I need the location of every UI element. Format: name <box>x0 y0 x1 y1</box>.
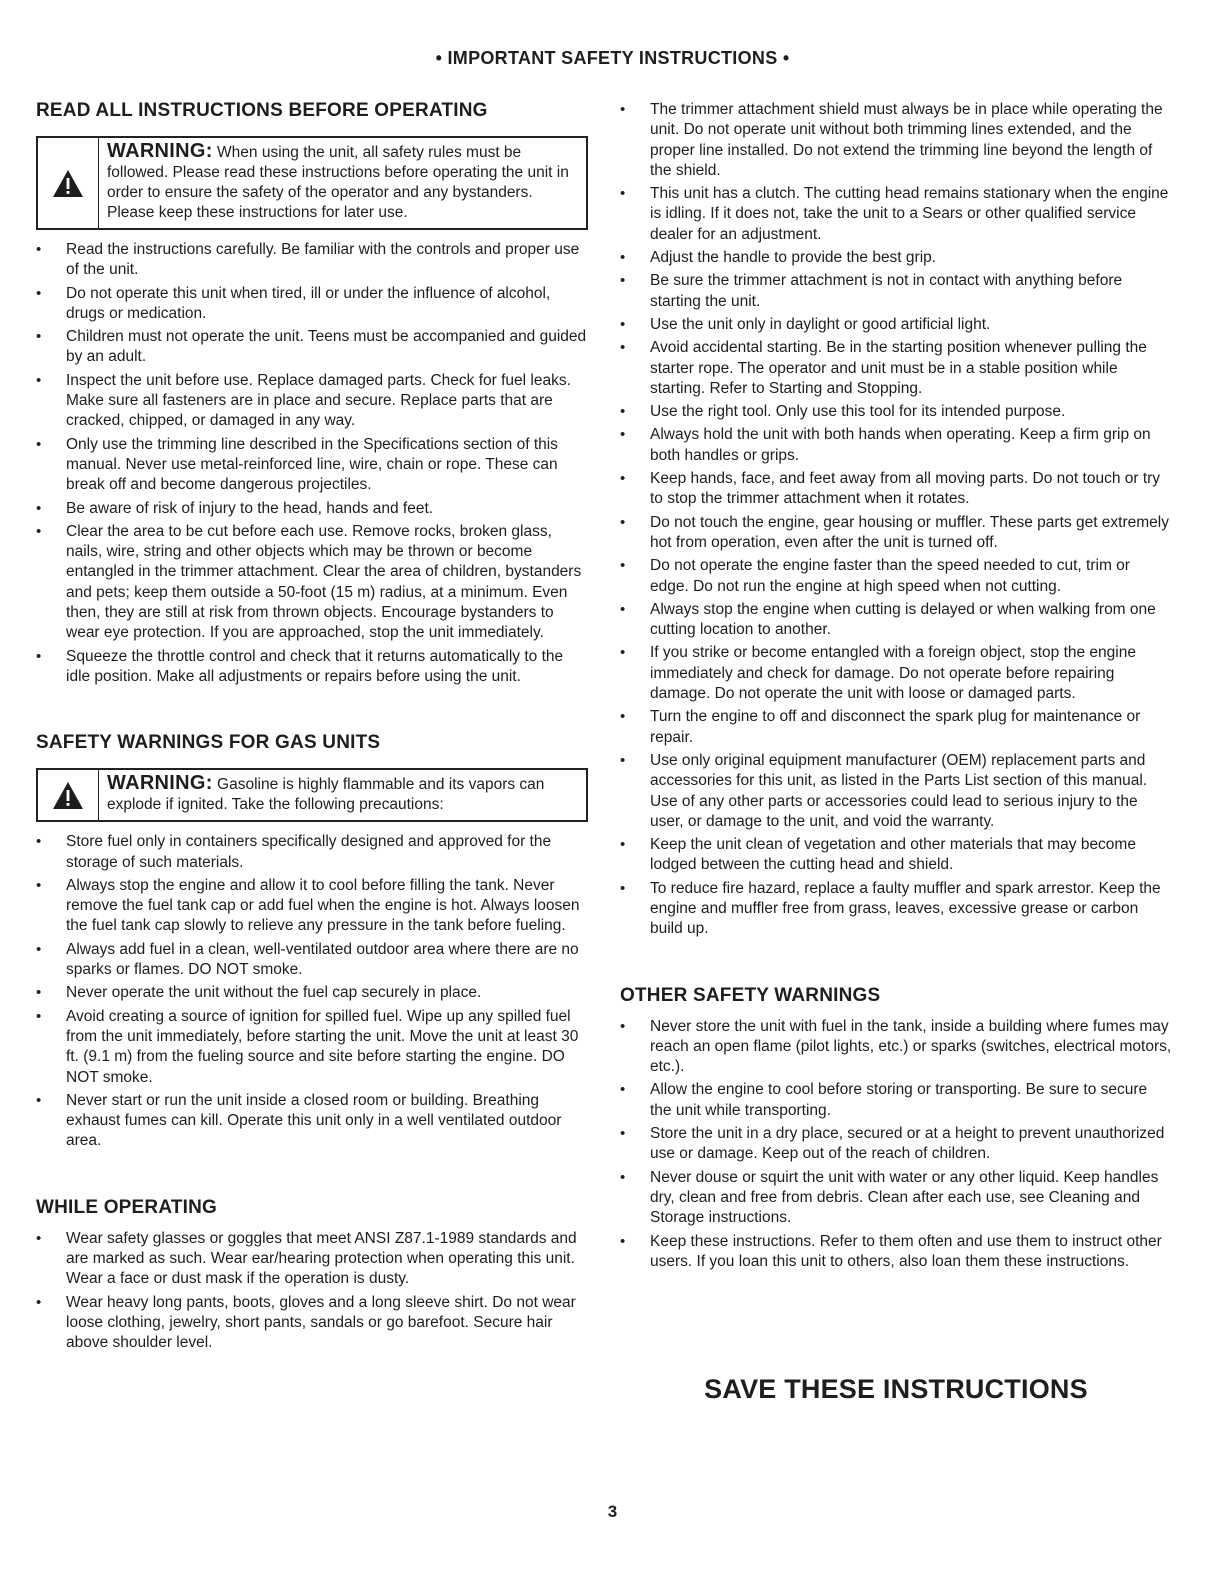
list-item: • Never operate the unit without the fuel cap securely in place. <box>36 983 588 1003</box>
list-item: • Keep these instructions. Refer to them often and use them to instruct other users. If you loan this unit to others, also loan them these instructions. <box>620 1232 1172 1273</box>
warning-box-gas <box>36 768 588 822</box>
list-item: • Avoid creating a source of ignition for spilled fuel. Wipe up any spilled fuel from the unit immediately, before starting the unit. Move the unit at least 30 ft. (9.1 m) from the fueling source and site before starting the engine. DO NOT smoke. <box>36 1007 588 1088</box>
list-item: • Use only original equipment manufacturer (OEM) replacement parts and accessories for this unit, as listed in the Parts List section of this manual. Use of any other parts or accessories could lead to serious injury to the user, or damage to the unit, and void the warranty. <box>620 751 1172 832</box>
list-item: • Never store the unit with fuel in the tank, inside a building where fumes may reach an open flame (pilot lights, etc.) or sparks (switches, electrical motors, etc.). <box>620 1017 1172 1078</box>
warning-body: When using the unit, all safety rules must be followed. Please read these instructions before operating the unit in order to ensure the safety of the operator and any bystanders. Please keep these instructions for later use. <box>107 144 569 221</box>
gas-units-heading: SAFETY WARNINGS FOR GAS UNITS <box>36 732 381 754</box>
list-item: • Wear safety glasses or goggles that meet ANSI Z87.1-1989 standards and are marked as such. Wear ear/hearing protection when operating this unit. Wear a face or dust mask if the operation is dusty. <box>36 1229 588 1290</box>
gas-units-list <box>36 832 588 1151</box>
other-warnings-heading: OTHER SAFETY WARNINGS <box>620 984 881 1006</box>
read-all-heading: READ ALL INSTRUCTIONS BEFORE OPERATING <box>36 100 488 121</box>
list-item: • Squeeze the throttle control and check that it returns automatically to the idle position. Make all adjustments or repairs before using the unit. <box>36 647 588 688</box>
list-item: • Always hold the unit with both hands when operating. Keep a firm grip on both handles or grips. <box>620 425 1172 466</box>
list-item: • Always stop the engine when cutting is delayed or when walking from one cutting location to another. <box>620 600 1172 641</box>
list-item: • Allow the engine to cool before storing or transporting. Be sure to secure the unit while transporting. <box>620 1080 1172 1121</box>
list-item: • Store fuel only in containers specifically designed and approved for the storage of such materials. <box>36 832 588 873</box>
list-item: • Store the unit in a dry place, secured or at a height to prevent unauthorized use or damage. Keep out of the reach of children. <box>620 1124 1172 1165</box>
list-item: • Use the unit only in daylight or good artificial light. <box>620 315 1172 335</box>
list-item: • Clear the area to be cut before each use. Remove rocks, broken glass, nails, wire, string and other objects which may be thrown or become entangled in the trimmer attachment. Clear the area of children, bystanders and pets; keep them outside a 50-foot (15 m) radius, at a minimum. Even then, they are still at risk from thrown objects. Encourage bystanders to wear eye protection. If you are approached, stop the unit immediately. <box>36 522 588 644</box>
list-item: • The trimmer attachment shield must always be in place while operating the unit. Do not operate unit without both trimming lines extended, and the proper line installed. Do not extend the trimming line beyond the length of the shield. <box>620 100 1172 181</box>
list-item: • Never douse or squirt the unit with water or any other liquid. Keep handles dry, clean and free from debris. Clean after each use, see Cleaning and Storage instructions. <box>620 1168 1172 1229</box>
list-item: • To reduce fire hazard, replace a faulty muffler and spark arrestor. Keep the engine and muffler free from grass, leaves, excessive grease or carbon build up. <box>620 879 1172 940</box>
save-instructions-banner: SAVE THESE INSTRUCTIONS <box>704 1374 1088 1404</box>
while-operating-heading: WHILE OPERATING <box>36 1196 218 1218</box>
list-item: • Do not touch the engine, gear housing or muffler. These parts get extremely hot from operation, even after the unit is turned off. <box>620 513 1172 554</box>
list-item: • Never start or run the unit inside a closed room or building. Breathing exhaust fumes can kill. Operate this unit only in a well ventilated outdoor area. <box>36 1091 588 1152</box>
left-column <box>36 100 588 1356</box>
warning-icon-cell <box>38 770 99 820</box>
warning-triangle-icon <box>52 169 84 198</box>
list-item: • Wear heavy long pants, boots, gloves and a long sleeve shirt. Do not wear loose clothing, jewelry, short pants, sandals or go barefoot. Secure hair above shoulder level. <box>36 1293 588 1354</box>
read-all-list <box>36 240 588 687</box>
warning-text <box>99 770 586 820</box>
list-item: • Keep hands, face, and feet away from all moving parts. Do not touch or try to stop the trimmer attachment when it rotates. <box>620 469 1172 510</box>
list-item: • Avoid accidental starting. Be in the starting position whenever pulling the starter rope. The operator and unit must be in a stable position while starting. Refer to Starting and Stopping. <box>620 338 1172 399</box>
warning-label: WARNING: <box>107 772 213 795</box>
list-item: • Turn the engine to off and disconnect the spark plug for maintenance or repair. <box>620 707 1172 748</box>
while-operating-list <box>36 1229 588 1354</box>
list-item: • Inspect the unit before use. Replace damaged parts. Check for fuel leaks. Make sure all fasteners are in place and secure. Replace parts that are cracked, chipped, or damaged in any way. <box>36 371 588 432</box>
warning-box-general <box>36 136 588 230</box>
list-item: • Keep the unit clean of vegetation and other materials that may become lodged between the cutting head and shield. <box>620 835 1172 876</box>
list-item: • Be aware of risk of injury to the head, hands and feet. <box>36 499 588 519</box>
list-item: • Children must not operate the unit. Teens must be accompanied and guided by an adult. <box>36 327 588 368</box>
right-column <box>620 100 1172 1275</box>
list-item: • Do not operate this unit when tired, ill or under the influence of alcohol, drugs or medication. <box>36 284 588 325</box>
warning-label: WARNING: <box>107 140 213 162</box>
warning-body: Gasoline is highly flammable and its vapors can explode if ignited. Take the following precautions: <box>107 776 545 814</box>
list-item: • Read the instructions carefully. Be familiar with the controls and proper use of the unit. <box>36 240 588 281</box>
list-item: • Only use the trimming line described in the Specifications section of this manual. Never use metal-reinforced line, wire, chain or rope. These can break off and become dangerous projectiles. <box>36 435 588 496</box>
page-title: • IMPORTANT SAFETY INSTRUCTIONS • <box>435 48 790 68</box>
list-item: • Adjust the handle to provide the best grip. <box>620 248 1172 268</box>
list-item: • Do not operate the engine faster than the speed needed to cut, trim or edge. Do not run the engine at high speed when not cutting. <box>620 556 1172 597</box>
list-item: • Use the right tool. Only use this tool for its intended purpose. <box>620 402 1172 422</box>
warning-text <box>99 138 586 228</box>
list-item: • Be sure the trimmer attachment is not in contact with anything before starting the unit. <box>620 271 1172 312</box>
list-item: • This unit has a clutch. The cutting head remains stationary when the engine is idling. If it does not, take the unit to a Sears or other qualified service dealer for an adjustment. <box>620 184 1172 245</box>
page-number: 3 <box>607 1502 618 1521</box>
operating-continued-list <box>620 100 1172 940</box>
list-item: • If you strike or become entangled with a foreign object, stop the engine immediately and check for damage. Do not operate before repairing damage. Do not operate the unit with loose or damaged parts. <box>620 643 1172 704</box>
list-item: • Always stop the engine and allow it to cool before filling the tank. Never remove the fuel tank cap or add fuel when the engine is hot. Always loosen the fuel tank cap slowly to relieve any pressure in the tank before fueling. <box>36 876 588 937</box>
list-item: • Always add fuel in a clean, well-ventilated outdoor area where there are no sparks or flames. DO NOT smoke. <box>36 940 588 981</box>
warning-triangle-icon <box>52 781 84 810</box>
other-warnings-list <box>620 1017 1172 1273</box>
warning-icon-cell <box>38 138 99 228</box>
